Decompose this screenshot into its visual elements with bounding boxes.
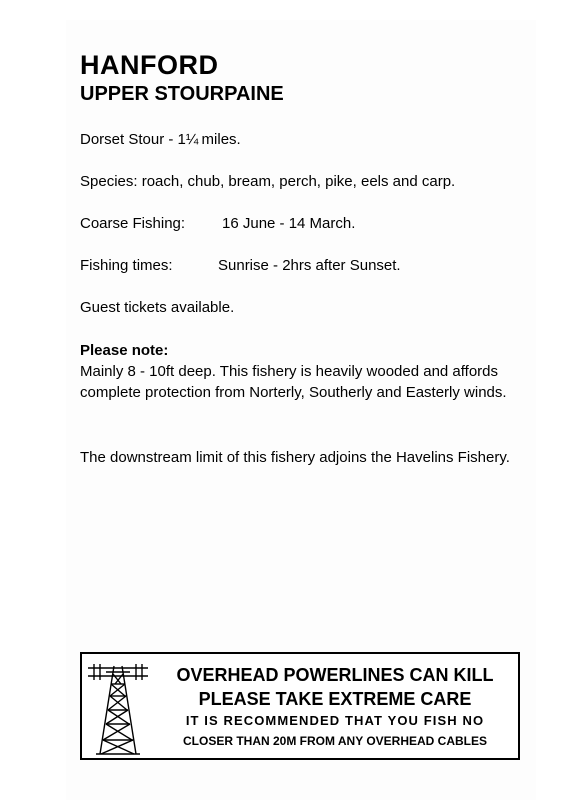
warning-line-4: CLOSER THAN 20M FROM ANY OVERHEAD CABLES [182,734,488,748]
coarse-fishing-label: Coarse Fishing: [80,215,186,232]
page-subtitle: UPPER STOURPAINE [80,83,284,105]
pylon-icon [88,660,148,756]
page-title: HANFORD [80,50,219,80]
coarse-fishing-value: 16 June - 14 March. [222,215,356,232]
warning-line-1: OVERHEAD POWERLINES CAN KILL [176,665,494,685]
river-length-suffix: miles. [197,131,241,148]
powerline-warning [80,652,520,760]
species-list: Species: roach, chub, bream, perch, pike, eels and carp. [80,173,456,190]
note-heading: Please note: [80,342,169,359]
river-length-fraction: ¼ [185,131,198,148]
fishing-times-label: Fishing times: [80,257,173,274]
river-length [80,130,241,150]
guest-tickets: Guest tickets available. [80,299,235,316]
downstream-limit: The downstream limit of this fishery adjoins the Havelins Fishery. [80,449,510,466]
warning-line-3: IT IS RECOMMENDED THAT YOU FISH NO [185,713,485,728]
coarse-fishing-season [80,214,355,234]
river-length-prefix: Dorset Stour - 1 [80,131,186,148]
note-body: Mainly 8 - 10ft deep. This fishery is heavily wooded and affords complete protection from Norterly, Southerly and Easterly winds. [80,363,507,401]
fishing-times-value: Sunrise - 2hrs after Sunset. [218,257,401,274]
warning-line-2: PLEASE TAKE EXTREME CARE [198,689,472,709]
fishing-times [80,256,401,276]
